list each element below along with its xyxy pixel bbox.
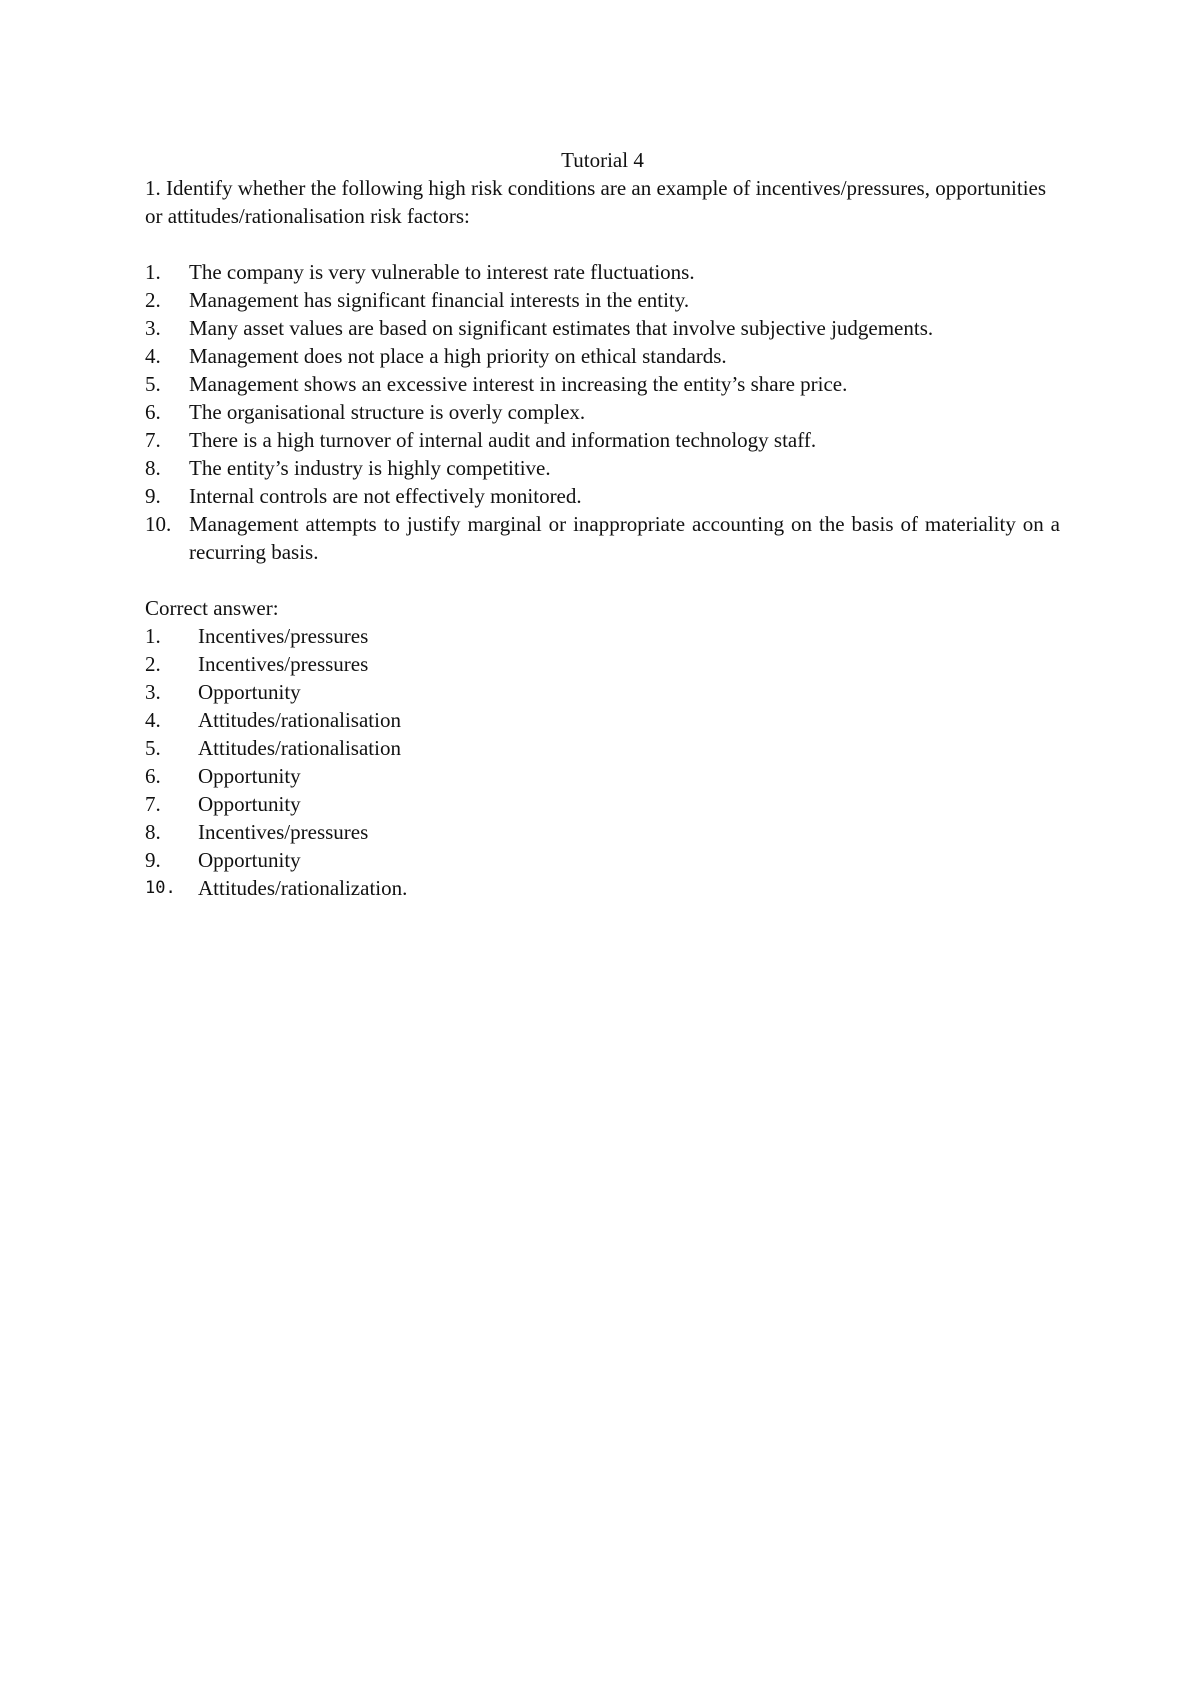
risk-condition-number: 10.: [145, 512, 172, 536]
risk-condition-item: [145, 370, 1060, 398]
risk-conditions-list: [145, 258, 1060, 566]
paragraph-spacer: [145, 230, 1060, 258]
answer-number: 9.: [145, 848, 161, 872]
risk-condition-number: 6.: [145, 400, 161, 424]
answer-item: [145, 790, 1060, 818]
answer-number: 6.: [145, 764, 161, 788]
answer-text: Attitudes/rationalization.: [198, 876, 408, 900]
risk-condition-text: There is a high turnover of internal audit and information technology staff.: [189, 428, 817, 452]
risk-condition-number: 5.: [145, 372, 161, 396]
document-title: Tutorial 4: [561, 148, 644, 172]
risk-condition-item: [145, 426, 1060, 454]
risk-condition-number: 8.: [145, 456, 161, 480]
answer-item: [145, 846, 1060, 874]
answer-text: Attitudes/rationalisation: [198, 708, 401, 732]
paragraph-spacer: [145, 566, 1060, 594]
risk-condition-number: 7.: [145, 428, 161, 452]
answer-text: Opportunity: [198, 792, 301, 816]
answer-item: [145, 678, 1060, 706]
answer-item: [145, 706, 1060, 734]
risk-condition-item: [145, 454, 1060, 482]
document-content: [145, 146, 1060, 902]
answer-number: 7.: [145, 792, 161, 816]
risk-condition-item: [145, 482, 1060, 510]
risk-condition-item: [145, 398, 1060, 426]
risk-condition-item: [145, 510, 1060, 566]
answer-text: Incentives/pressures: [198, 652, 369, 676]
risk-condition-number: 1.: [145, 260, 161, 284]
risk-condition-text: Many asset values are based on significant estimates that involve subjective judgements.: [189, 316, 934, 340]
risk-condition-text: Management has significant financial interests in the entity.: [189, 288, 690, 312]
risk-condition-number: 4.: [145, 344, 161, 368]
answer-number: 5.: [145, 736, 161, 760]
answer-text: Attitudes/rationalisation: [198, 736, 401, 760]
answer-text: Opportunity: [198, 848, 301, 872]
answer-item: [145, 762, 1060, 790]
risk-condition-text: Management does not place a high priority on ethical standards.: [189, 344, 727, 368]
answer-number: 2.: [145, 652, 161, 676]
answer-number: 1.: [145, 624, 161, 648]
risk-condition-text: The entity’s industry is highly competitive.: [189, 456, 551, 480]
risk-condition-text: Internal controls are not effectively monitored.: [189, 484, 582, 508]
risk-condition-item: [145, 342, 1060, 370]
answer-number: 8.: [145, 820, 161, 844]
question-text: 1. Identify whether the following high risk conditions are an example of incentives/pressures, opportunities or attitudes/rationalisation risk factors:: [145, 176, 1047, 228]
risk-condition-number: 3.: [145, 316, 161, 340]
answer-text: Opportunity: [198, 764, 301, 788]
risk-condition-item: [145, 314, 1060, 342]
answer-text: Opportunity: [198, 680, 301, 704]
risk-condition-text: Management attempts to justify marginal or inappropriate accounting on the basis of materiality on a recurring basis.: [189, 512, 1060, 564]
answer-item: [145, 734, 1060, 762]
answer-heading: Correct answer:: [145, 596, 279, 620]
risk-condition-item: [145, 286, 1060, 314]
risk-condition-text: The company is very vulnerable to interest rate fluctuations.: [189, 260, 695, 284]
answer-number: 4.: [145, 708, 161, 732]
risk-condition-item: [145, 258, 1060, 286]
answer-item: [145, 650, 1060, 678]
risk-condition-number: 2.: [145, 288, 161, 312]
answer-number: 10.: [145, 878, 176, 898]
answer-text: Incentives/pressures: [198, 624, 369, 648]
answers-list: [145, 622, 1060, 902]
answer-item: [145, 622, 1060, 650]
answer-number: 3.: [145, 680, 161, 704]
answer-item: [145, 874, 1060, 902]
answer-text: Incentives/pressures: [198, 820, 369, 844]
answer-item: [145, 818, 1060, 846]
risk-condition-number: 9.: [145, 484, 161, 508]
risk-condition-text: The organisational structure is overly complex.: [189, 400, 586, 424]
risk-condition-text: Management shows an excessive interest in increasing the entity’s share price.: [189, 372, 848, 396]
